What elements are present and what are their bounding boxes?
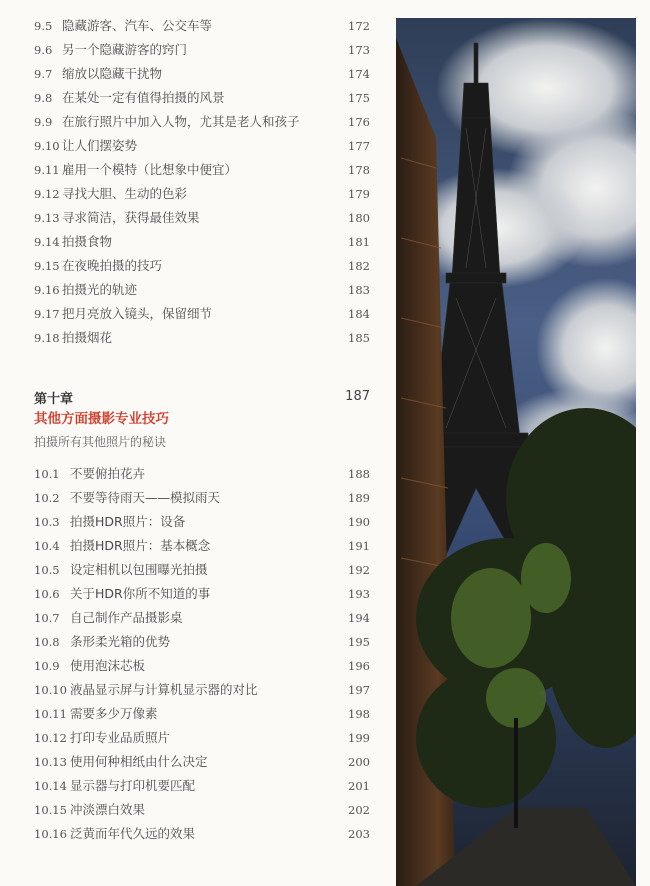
toc-entry-title: 显示器与打印机要匹配 bbox=[70, 778, 196, 793]
toc-entry-title: 隐藏游客、汽车、公交车等 bbox=[62, 18, 213, 33]
eiffel-tower-photo bbox=[396, 18, 636, 886]
toc-entry-title: 让人们摆姿势 bbox=[62, 138, 138, 153]
toc-entry-title: 需要多少万像素 bbox=[70, 706, 158, 721]
toc-entry-page: 177 bbox=[348, 139, 370, 153]
chapter-title: 其他方面摄影专业技巧 bbox=[34, 411, 169, 427]
toc-entry-title: 拍摄HDR照片：设备 bbox=[70, 514, 186, 529]
toc-entry-page: 191 bbox=[348, 539, 370, 553]
toc-entry-number: 10.11 bbox=[34, 707, 67, 721]
toc-entry bbox=[34, 327, 370, 349]
toc-entry-title: 使用泡沫芯板 bbox=[70, 658, 146, 673]
toc-entry-page: 184 bbox=[348, 307, 370, 321]
toc-entry-page: 182 bbox=[348, 259, 370, 273]
toc-entry-title: 打印专业品质照片 bbox=[70, 730, 171, 745]
toc-entry bbox=[34, 823, 370, 845]
toc-entry bbox=[34, 559, 370, 581]
toc-entry-page: 193 bbox=[348, 587, 370, 601]
toc-entry-title: 在某处一定有值得拍摄的风景 bbox=[62, 90, 225, 105]
toc-entry-page: 202 bbox=[348, 803, 370, 817]
toc-entry-page: 199 bbox=[348, 731, 370, 745]
toc-entry bbox=[34, 679, 370, 701]
toc-entry bbox=[34, 655, 370, 677]
chapter-page-number: 187 bbox=[345, 389, 370, 404]
toc-entry-title: 关于HDR你所不知道的事 bbox=[70, 586, 211, 601]
toc-entry-number: 9.13 bbox=[34, 211, 60, 225]
toc-entry-number: 10.2 bbox=[34, 491, 60, 505]
toc-entry-number: 10.4 bbox=[34, 539, 60, 553]
toc-entry-page: 179 bbox=[348, 187, 370, 201]
toc-entry-page: 194 bbox=[348, 611, 370, 625]
toc-entry-number: 10.13 bbox=[34, 755, 67, 769]
toc-entry bbox=[34, 231, 370, 253]
toc-entry bbox=[34, 727, 370, 749]
toc-entry-page: 195 bbox=[348, 635, 370, 649]
toc-entry-number: 10.16 bbox=[34, 827, 67, 841]
toc-entry-title: 不要俯拍花卉 bbox=[70, 466, 146, 481]
toc-entry bbox=[34, 703, 370, 725]
toc-entry-number: 9.8 bbox=[34, 91, 53, 105]
toc-entry bbox=[34, 111, 370, 133]
toc-entry-page: 183 bbox=[348, 283, 370, 297]
toc-entry-title: 拍摄HDR照片：基本概念 bbox=[70, 538, 211, 553]
toc-entry-title: 在夜晚拍摄的技巧 bbox=[62, 258, 163, 273]
toc-entry bbox=[34, 487, 370, 509]
toc-entry-title: 泛黄而年代久远的效果 bbox=[70, 826, 196, 841]
toc-entry-number: 9.15 bbox=[34, 259, 60, 273]
toc-entry-page: 190 bbox=[348, 515, 370, 529]
toc-entry-title: 寻求简洁，获得最佳效果 bbox=[62, 210, 200, 225]
toc-entry-number: 9.9 bbox=[34, 115, 53, 129]
toc-entry-title: 冲淡漂白效果 bbox=[70, 802, 146, 817]
toc-entry-title: 缩放以隐藏干扰物 bbox=[62, 66, 163, 81]
toc-entry bbox=[34, 463, 370, 485]
toc-entry-title: 拍摄烟花 bbox=[62, 330, 113, 345]
eiffel-tower-illustration bbox=[396, 18, 636, 886]
toc-entry-title: 液晶显示屏与计算机显示器的对比 bbox=[70, 682, 258, 697]
toc-entry-page: 172 bbox=[348, 19, 370, 33]
toc-entry-number: 9.12 bbox=[34, 187, 60, 201]
toc-entry-title: 自己制作产品摄影桌 bbox=[70, 610, 183, 625]
toc-entry-number: 10.8 bbox=[34, 635, 60, 649]
toc-entry-title: 不要等待雨天——模拟雨天 bbox=[70, 490, 221, 505]
toc-entry-title: 寻找大胆、生动的色彩 bbox=[62, 186, 188, 201]
toc-entry bbox=[34, 207, 370, 229]
toc-entry-number: 10.5 bbox=[34, 563, 60, 577]
toc-entry-number: 10.7 bbox=[34, 611, 60, 625]
toc-entry-page: 198 bbox=[348, 707, 370, 721]
toc-entry-title: 使用何种相纸由什么决定 bbox=[70, 754, 208, 769]
chapter-label: 第十章 bbox=[34, 392, 74, 407]
toc-entry-number: 10.12 bbox=[34, 731, 67, 745]
toc-entry-number: 9.5 bbox=[34, 19, 53, 33]
toc-entry bbox=[34, 751, 370, 773]
toc-entry-number: 9.16 bbox=[34, 283, 60, 297]
toc-entry bbox=[34, 631, 370, 653]
toc-entry bbox=[34, 607, 370, 629]
toc-entry-number: 9.17 bbox=[34, 307, 60, 321]
toc-entry-number: 10.14 bbox=[34, 779, 67, 793]
toc-entry bbox=[34, 511, 370, 533]
toc-entry-number: 9.18 bbox=[34, 331, 60, 345]
toc-entry bbox=[34, 775, 370, 797]
toc-entry-page: 173 bbox=[348, 43, 370, 57]
toc-entry-page: 176 bbox=[348, 115, 370, 129]
toc-entry-number: 10.10 bbox=[34, 683, 67, 697]
toc-entry-title: 雇用一个模特（比想象中便宜） bbox=[62, 162, 238, 177]
toc-entry-title: 把月亮放入镜头，保留细节 bbox=[62, 306, 213, 321]
toc-entry-page: 189 bbox=[348, 491, 370, 505]
toc-entry-title: 拍摄食物 bbox=[62, 234, 113, 249]
toc-entry-title: 条形柔光箱的优势 bbox=[70, 634, 171, 649]
toc-entry-number: 10.3 bbox=[34, 515, 60, 529]
toc-entry bbox=[34, 255, 370, 277]
toc-entry-number: 10.9 bbox=[34, 659, 60, 673]
toc-entry-number: 9.6 bbox=[34, 43, 53, 57]
toc-entry-title: 设定相机以包围曝光拍摄 bbox=[70, 562, 208, 577]
toc-entry bbox=[34, 159, 370, 181]
toc-entry-number: 10.1 bbox=[34, 467, 60, 481]
toc-entry-title: 拍摄光的轨迹 bbox=[62, 282, 138, 297]
toc-entry-title: 在旅行照片中加入人物，尤其是老人和孩子 bbox=[62, 114, 300, 129]
toc-entry bbox=[34, 535, 370, 557]
toc-entry bbox=[34, 303, 370, 325]
toc-entry-number: 9.10 bbox=[34, 139, 60, 153]
toc-entry-page: 196 bbox=[348, 659, 370, 673]
toc-entry bbox=[34, 799, 370, 821]
toc-entry-page: 181 bbox=[348, 235, 370, 249]
toc-entry bbox=[34, 87, 370, 109]
toc-entry-number: 10.6 bbox=[34, 587, 60, 601]
toc-entry bbox=[34, 183, 370, 205]
toc-entry-title: 另一个隐藏游客的窍门 bbox=[62, 42, 188, 57]
toc-entry bbox=[34, 135, 370, 157]
toc-entry-page: 180 bbox=[348, 211, 370, 225]
toc-entry bbox=[34, 63, 370, 85]
toc-entry bbox=[34, 279, 370, 301]
toc-entry-number: 10.15 bbox=[34, 803, 67, 817]
toc-entry bbox=[34, 583, 370, 605]
toc-entry-page: 201 bbox=[348, 779, 370, 793]
chapter-subtitle: 拍摄所有其他照片的秘诀 bbox=[34, 435, 167, 449]
toc-entry-number: 9.11 bbox=[34, 163, 60, 177]
toc-entry bbox=[34, 39, 370, 61]
toc-entry-number: 9.7 bbox=[34, 67, 53, 81]
toc-entry-page: 175 bbox=[348, 91, 370, 105]
toc-entry-page: 178 bbox=[348, 163, 370, 177]
toc-entry-page: 203 bbox=[348, 827, 370, 841]
toc-entry-page: 185 bbox=[348, 331, 370, 345]
toc-entry-page: 192 bbox=[348, 563, 370, 577]
toc-entry-number: 9.14 bbox=[34, 235, 60, 249]
toc-entry-page: 197 bbox=[348, 683, 370, 697]
toc-entry-page: 174 bbox=[348, 67, 370, 81]
toc-entry bbox=[34, 15, 370, 37]
toc-entry-page: 188 bbox=[348, 467, 370, 481]
toc-entry-page: 200 bbox=[348, 755, 370, 769]
